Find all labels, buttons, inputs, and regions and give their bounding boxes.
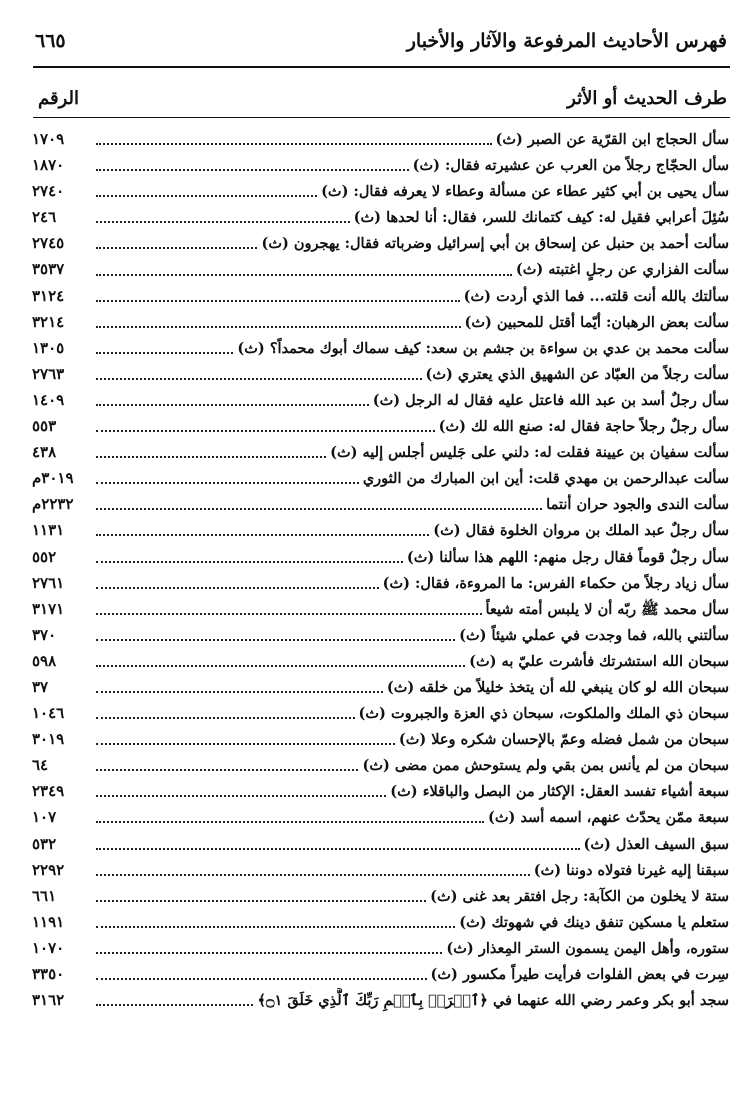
entry-text: سألت سفيان بن عيينة فقلت له: دلني على جَليس أجلس إليه (ث) <box>330 444 729 462</box>
index-entry <box>32 517 729 543</box>
entry-text: سألت الفزاري عن رجلٍ اغتبته (ث) <box>515 261 729 279</box>
index-entry <box>32 283 729 309</box>
entry-number: ١٧٠٩ <box>32 130 65 148</box>
index-entry <box>32 361 729 387</box>
entry-text: سبحان الله لو كان ينبغي لله أن يتخذ خليلاً من خلقه (ث) <box>386 678 729 696</box>
dot-leader <box>96 926 455 928</box>
entry-text: سُئِلَ أعرابي فقيل له: كيف كتمانك للسر، فقال: أنا لحدها (ث) <box>353 209 729 227</box>
running-title: فهرس الأحاديث المرفوعة والآثار والأخبار <box>406 30 727 52</box>
entry-text: سأل زياد رجلاً من حكماء الفرس: ما المروءة، فقال: (ث) <box>382 574 729 592</box>
dot-leader <box>96 430 435 432</box>
dot-leader <box>96 952 442 954</box>
header-rule <box>33 66 730 68</box>
dot-leader <box>96 326 461 328</box>
entry-number: ٢٣٤٩ <box>32 782 65 801</box>
entry-number: ٦٤ <box>32 756 49 775</box>
index-entry <box>32 726 729 752</box>
entry-text: سأل يحيى بن أبي كثير عطاء عن مسألة وعطاء لا يعرفه فقال: (ث) <box>321 183 729 201</box>
dot-leader <box>96 691 383 693</box>
index-entry <box>32 935 729 961</box>
entry-text: ستعلم يا مسكين تنفق دينك في شهوتك (ث) <box>459 913 729 931</box>
entry-number: ٢٤٦ <box>32 208 57 227</box>
entry-number: ٢٧٦٣ <box>32 364 65 383</box>
entry-number: ٣١٧١ <box>32 599 65 618</box>
index-entry <box>32 465 729 491</box>
dot-leader <box>96 561 403 563</box>
index-entry <box>32 309 729 335</box>
index-entry-list <box>32 126 729 1013</box>
dot-leader <box>96 665 465 667</box>
dot-leader <box>96 352 233 354</box>
dot-leader <box>96 978 427 980</box>
dot-leader <box>96 848 580 850</box>
column-heading-rule <box>33 117 730 118</box>
entry-number: ٤٣٨ <box>32 443 57 462</box>
index-entry <box>32 804 729 830</box>
entry-text: سبحان من شمل فضله وعمّ بالإحسان شكره وعلا (ث) <box>398 731 729 749</box>
entry-text: سأل رجلٌ قوماً فقال رجل منهم: اللهم هذا سألنا (ث) <box>406 548 729 566</box>
entry-text: سأل رجلٌ أسد بن عبد الله فاعتل عليه فقال له الرجل (ث) <box>372 391 729 409</box>
index-entry <box>32 152 729 178</box>
entry-number: ١٤٠٩ <box>32 390 65 409</box>
dot-leader <box>96 456 326 458</box>
entry-number: ٣٣٥٠ <box>32 965 65 983</box>
entry-text: سبق السيف العذل (ث) <box>583 835 729 853</box>
index-entry <box>32 204 729 230</box>
dot-leader <box>96 247 257 249</box>
index-entry <box>32 439 729 465</box>
index-entry <box>32 883 729 909</box>
column-heading-text: طرف الحديث أو الأثر <box>567 88 727 109</box>
entry-number: ١٠٤٦ <box>32 704 65 723</box>
dot-leader <box>96 221 350 223</box>
index-entry <box>32 387 729 413</box>
entry-text: سألت أحمد بن حنبل عن إسحاق بن أبي إسرائيل وضرباته فقال: يهجرون (ث) <box>261 235 729 253</box>
dot-leader <box>96 274 512 276</box>
entry-number: ٣٢١٤ <box>32 312 65 331</box>
entry-text: سألت رجلاً من العبّاد عن الشهيق الذي يعتري (ث) <box>425 365 729 383</box>
entry-number: ٥٩٨ <box>32 651 57 670</box>
index-entry <box>32 126 729 152</box>
entry-number: ٢٢٣٢م <box>32 495 74 514</box>
entry-number: ١٠٧ <box>32 808 57 827</box>
index-entry <box>32 544 729 570</box>
entry-number: ١٨٧٠ <box>32 156 65 175</box>
entry-number: ٣٠١٩م <box>32 469 74 488</box>
entry-text: سألتني بالله، فما وجدت في عملي شيئاً (ث) <box>459 626 729 644</box>
entry-text: سألت عبدالرحمن بن مهدي قلت: أين ابن المبارك من الثوري <box>362 470 729 488</box>
entry-text: سجد أبو بكر وعمر رضي الله عنهما في ﴿ٱقۡرَأۡ بِٱسۡمِ رَبِّكَ ٱلَّذِي خَلَقَ ۝١﴾ <box>257 992 729 1010</box>
index-entry <box>32 413 729 439</box>
dot-leader <box>96 900 426 902</box>
entry-number: ٥٥٣ <box>32 417 57 436</box>
entry-text: سألتك بالله أنت قلته... فما الذي أردت (ث) <box>463 287 729 305</box>
index-entry <box>32 256 729 282</box>
entry-number: ١٠٧٠ <box>32 938 65 957</box>
entry-text: ستوره، وأهل اليمن يسمون الستر المِعذار (ث) <box>446 939 729 957</box>
dot-leader <box>96 874 530 876</box>
index-entry <box>32 961 729 987</box>
index-entry <box>32 857 729 883</box>
dot-leader <box>96 508 542 510</box>
dot-leader <box>96 378 422 380</box>
dot-leader <box>96 169 409 171</box>
index-entry <box>32 752 729 778</box>
entry-number: ١١٣١ <box>32 521 65 540</box>
entry-text: سبحان من لم يأنس بمن بقي ولم يستوحش ممن مضى (ث) <box>362 757 729 775</box>
index-entry <box>32 570 729 596</box>
index-entry <box>32 335 729 361</box>
entry-text: سبحان ذي الملك والملكوت، سبحان ذي العزة والجبروت (ث) <box>358 705 729 723</box>
dot-leader <box>96 821 484 823</box>
dot-leader <box>96 743 395 745</box>
entry-number: ٣٠١٩ <box>32 730 65 749</box>
index-entry <box>32 230 729 256</box>
dot-leader <box>96 534 429 536</box>
entry-text: سألت بعض الرهبان: أيّما أقتل للمحبين (ث) <box>464 313 729 331</box>
index-entry <box>32 674 729 700</box>
entry-number: ٢٧٤٥ <box>32 234 65 253</box>
dot-leader <box>96 639 455 641</box>
entry-number: ٢٢٩٢ <box>32 860 65 879</box>
entry-text: سبعة ممّن يحدّث عنهم، اسمه أسد (ث) <box>488 809 729 827</box>
entry-number: ١٣٠٥ <box>32 338 65 357</box>
index-entry <box>32 178 729 204</box>
index-entry <box>32 491 729 517</box>
dot-leader <box>96 1004 253 1006</box>
entry-number: ٢٧٦١ <box>32 573 65 592</box>
dot-leader <box>96 195 317 197</box>
dot-leader <box>96 482 359 484</box>
index-entry <box>32 909 729 935</box>
dot-leader <box>96 404 369 406</box>
entry-text: سبعة أشياء تفسد العقل: الإكثار من البصل والباقلاء (ث) <box>390 783 729 801</box>
entry-number: ٦٦١ <box>32 886 57 905</box>
index-entry <box>32 987 729 1013</box>
index-entry <box>32 700 729 726</box>
dot-leader <box>96 795 386 797</box>
column-heading-number: الرقم <box>38 88 80 109</box>
entry-text: سأل الحجاج ابن القرّية عن الصبر (ث) <box>495 131 729 148</box>
dot-leader <box>96 300 460 302</box>
entry-text: سأل رجلٌ عبد الملك بن مروان الخلوة فقال (ث) <box>433 522 729 540</box>
entry-text: سألت الندى والجود حران أنتما <box>546 496 729 514</box>
entry-number: ٥٥٢ <box>32 547 57 566</box>
entry-number: ٣١٦٢ <box>32 991 65 1010</box>
entry-number: ٣٥٣٧ <box>32 260 65 279</box>
dot-leader <box>96 613 482 615</box>
index-entry <box>32 622 729 648</box>
dot-leader <box>96 717 355 719</box>
index-entry <box>32 778 729 804</box>
index-entry <box>32 648 729 674</box>
entry-text: سبحان الله استشرتك فأشرت عليّ به (ث) <box>469 652 729 670</box>
dot-leader <box>96 769 358 771</box>
entry-number: ٣٧ <box>32 677 49 696</box>
page-number: ٦٦٥ <box>35 30 66 52</box>
dot-leader <box>96 587 379 589</box>
entry-text: سألت محمد بن عدي بن سواءة بن جشم بن سعد: كيف سماك أبوك محمداً؟ (ث) <box>237 339 729 357</box>
entry-number: ٣٧٠ <box>32 625 57 644</box>
entry-text: سأل الحجّاج رجلاً من العرب عن عشيرته فقال: (ث) <box>412 157 729 175</box>
index-entry <box>32 831 729 857</box>
entry-text: سبقنا إليه غيرنا فتولاه دوننا (ث) <box>533 861 729 879</box>
entry-number: ٢٧٤٠ <box>32 182 65 201</box>
entry-number: ١١٩١ <box>32 912 65 931</box>
entry-text: سأل محمد ﷺ ربّه أن لا يلبس أمته شيعاً <box>485 600 729 618</box>
entry-number: ٥٣٢ <box>32 834 57 853</box>
entry-number: ٣١٢٤ <box>32 286 65 305</box>
entry-text: سِرت في بعض الفلوات فرأيت طيراً مكسور (ث) <box>430 966 729 983</box>
entry-text: ستة لا يخلون من الكآبة: رجل افتقر بعد غنى (ث) <box>430 887 729 905</box>
dot-leader <box>96 143 492 145</box>
index-entry <box>32 596 729 622</box>
entry-text: سأل رجلٌ رجلاً حاجة فقال له: صنع الله لك (ث) <box>438 418 729 436</box>
